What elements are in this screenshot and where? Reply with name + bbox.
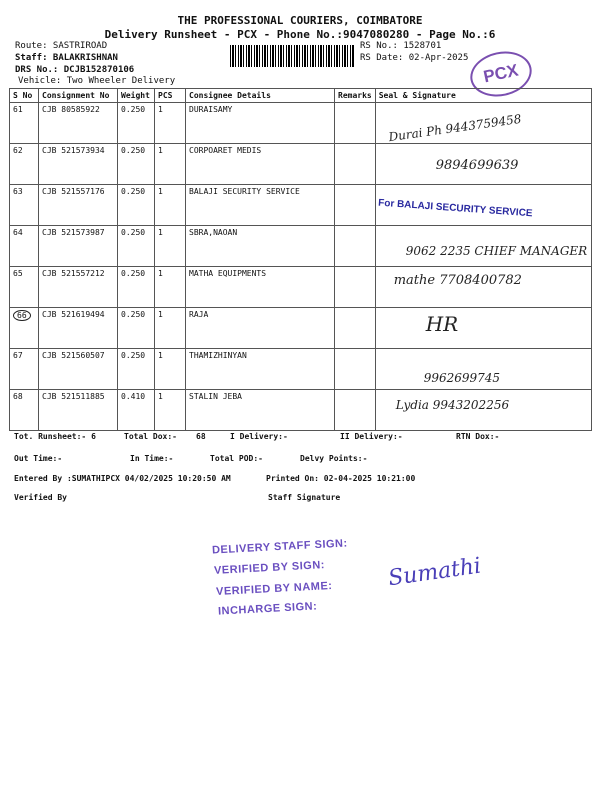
cell-pcs: 1: [155, 226, 186, 267]
col-pcs: PCS: [155, 89, 186, 103]
runsheet-subtitle: Delivery Runsheet - PCX - Phone No.:9047080280 - Page No.:6: [104, 28, 496, 41]
cell-weight: 0.410: [118, 390, 155, 431]
cell-weight: 0.250: [118, 185, 155, 226]
cell-consignee: DURAISAMY: [186, 103, 335, 144]
cell-remarks: [335, 144, 376, 185]
cell-pcs: 1: [155, 267, 186, 308]
cell-sno: 68: [10, 390, 39, 431]
cell-pcs: 1: [155, 390, 186, 431]
vehicle-label: Vehicle: Two Wheeler Delivery: [18, 76, 176, 86]
cell-remarks: [335, 226, 376, 267]
cell-sno: 62: [10, 144, 39, 185]
total-dox-value: 68: [196, 432, 206, 441]
cell-remarks: [335, 267, 376, 308]
cell-seal: [375, 103, 591, 144]
cell-consignment: CJB 521619494: [39, 308, 118, 349]
cell-pcs: 1: [155, 144, 186, 185]
table-row: [10, 267, 592, 308]
table-row: [10, 226, 592, 267]
handwritten-signature: Lydia 9943202256: [395, 398, 510, 412]
col-consignment: Consignment No: [39, 89, 118, 103]
cell-consignee: STALIN JEBA: [186, 390, 335, 431]
col-seal: Seal & Signature: [375, 89, 591, 103]
cell-seal: [375, 267, 591, 308]
cell-weight: 0.250: [118, 308, 155, 349]
cell-seal: [375, 226, 591, 267]
cell-pcs: 1: [155, 349, 186, 390]
cell-consignment: CJB 521573934: [39, 144, 118, 185]
cell-remarks: [335, 349, 376, 390]
staff-signature: Staff Signature: [268, 493, 341, 502]
cell-weight: 0.250: [118, 349, 155, 390]
drs-number: DRS No.: DCJB152870106: [15, 65, 135, 75]
col-remarks: Remarks: [335, 89, 376, 103]
cell-seal: [375, 390, 591, 431]
cell-weight: 0.250: [118, 267, 155, 308]
handwritten-signature: Sumathi: [386, 553, 483, 592]
cell-consignee: MATHA EQUIPMENTS: [186, 267, 335, 308]
runsheet-table: [9, 88, 592, 431]
cell-weight: 0.250: [118, 144, 155, 185]
cell-consignee: BALAJI SECURITY SERVICE: [186, 185, 335, 226]
barcode-image: [230, 45, 355, 67]
col-consignee: Consignee Details: [186, 89, 335, 103]
route-label: Route: SASTRIROAD: [15, 41, 108, 51]
cell-consignment: CJB 521511885: [39, 390, 118, 431]
i-delivery: I Delivery:-: [230, 432, 288, 441]
handwritten-signature: Durai Ph 9443759458: [387, 111, 522, 145]
out-time: Out Time:-: [14, 454, 63, 463]
cell-consignment: CJB 521573987: [39, 226, 118, 267]
cell-weight: 0.250: [118, 226, 155, 267]
cell-weight: 0.250: [118, 103, 155, 144]
table-row: [10, 144, 592, 185]
table-row: [10, 185, 592, 226]
handwritten-signature: 9962699745: [423, 371, 501, 385]
handwritten-signature: 9062 2235 CHIEF MANAGER: [405, 244, 588, 258]
cell-sno: 67: [10, 349, 39, 390]
delivery-staff-sign-stamp: DELIVERY STAFF SIGN:: [211, 537, 348, 557]
table-row: [10, 390, 592, 431]
cell-seal: [375, 349, 591, 390]
table-header-row: [10, 89, 592, 103]
pcx-stamp: PCX: [466, 46, 536, 102]
cell-consignee: THAMIZHINYAN: [186, 349, 335, 390]
cell-consignment: CJB 521557212: [39, 267, 118, 308]
col-sno: S No: [10, 89, 39, 103]
incharge-sign-stamp: INCHARGE SIGN:: [217, 600, 318, 618]
cell-pcs: 1: [155, 185, 186, 226]
cell-consignee: SBRA,NAOAN: [186, 226, 335, 267]
cell-sno: 64: [10, 226, 39, 267]
handwritten-signature: HR: [425, 312, 459, 336]
company-title: THE PROFESSIONAL COURIERS, COIMBATORE: [177, 14, 423, 27]
table-row: [10, 103, 592, 144]
cell-consignment: CJB 521560507: [39, 349, 118, 390]
verified-by: Verified By: [14, 493, 67, 502]
rs-number: RS No.: 1528701: [360, 41, 442, 51]
cell-remarks: [335, 308, 376, 349]
total-runsheet: Tot. Runsheet:- 6: [14, 432, 96, 441]
cell-pcs: 1: [155, 308, 186, 349]
cell-seal: [375, 144, 591, 185]
rs-date: RS Date: 02-Apr-2025: [360, 53, 469, 63]
total-pod: Total POD:-: [210, 454, 263, 463]
rtn-dox: RTN Dox:-: [456, 432, 500, 441]
staff-label: Staff: BALAKRISHNAN: [15, 53, 118, 63]
col-weight: Weight: [118, 89, 155, 103]
verified-by-name-stamp: VERIFIED BY NAME:: [215, 579, 333, 599]
cell-consignment: CJB 80585922: [39, 103, 118, 144]
printed-on: Printed On: 02-04-2025 10:21:00: [266, 474, 416, 483]
cell-remarks: [335, 103, 376, 144]
cell-remarks: [335, 185, 376, 226]
ii-delivery: II Delivery:-: [340, 432, 403, 441]
in-time: In Time:-: [130, 454, 174, 463]
verified-by-sign-stamp: VERIFIED BY SIGN:: [213, 559, 326, 577]
cell-pcs: 1: [155, 103, 186, 144]
total-dox-label: Total Dox:-: [124, 432, 177, 441]
cell-seal: [375, 308, 591, 349]
table-row: [10, 349, 592, 390]
company-seal-stamp: For BALAJI SECURITY SERVICE: [377, 197, 533, 220]
cell-sno: 61: [10, 103, 39, 144]
cell-consignee: CORPOARET MEDIS: [186, 144, 335, 185]
table-row: [10, 308, 592, 349]
delvy-points: Delvy Points:-: [300, 454, 368, 463]
cell-seal: [375, 185, 591, 226]
cell-sno: 65: [10, 267, 39, 308]
cell-sno: [10, 308, 39, 349]
entered-by: Entered By :SUMATHIPCX 04/02/2025 10:20:50 AM: [14, 474, 231, 483]
cell-remarks: [335, 390, 376, 431]
handwritten-signature: mathe 7708400782: [393, 273, 522, 288]
cell-consignee: RAJA: [186, 308, 335, 349]
circled-serial: 66: [13, 310, 31, 321]
handwritten-signature: 9894699639: [435, 158, 519, 173]
cell-sno: 63: [10, 185, 39, 226]
cell-consignment: CJB 521557176: [39, 185, 118, 226]
